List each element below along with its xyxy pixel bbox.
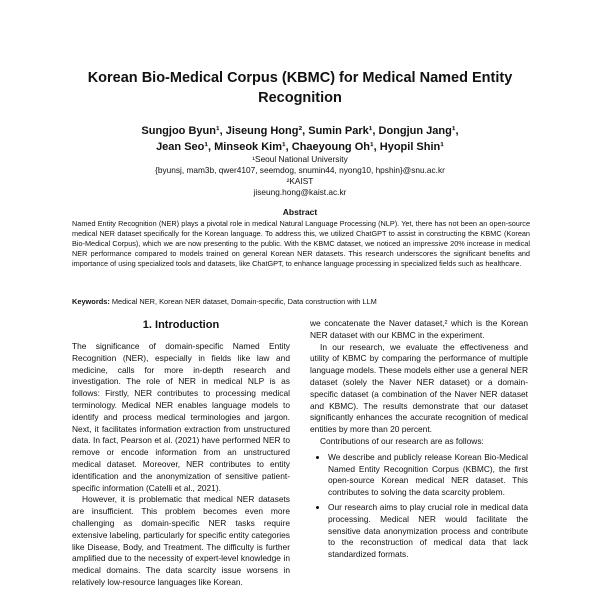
affiliation-line: ¹Seoul National University [252,154,348,164]
left-column [72,341,290,589]
right-column [310,318,528,564]
abstract-heading: Abstract [282,207,318,217]
paragraph: Contributions of our research are as follows: [320,435,484,446]
paragraph: we concatenate the Naver dataset,² which is the Korean NER dataset with our KBMC in the experiment. [310,318,528,340]
abstract-text: Named Entity Recognition (NER) plays a pivotal role in medical Natural Language Processing (NLP). Yet, there has not been an open-source medical NER dataset specifically for the Korean language. To address this, we utilized ChatGPT to assist in constructing the KBMC (Korean Bio-Medical Corpus), which we are now presenting to the public. With the KBMC dataset, we noticed an impressive 20% increase in medical NER performance compared to models trained on general Korean NER datasets. This research underscores the significant benefits and importance of using specialized tools and datasets, like ChatGPT, to enhance language processing in specialized fields such as healthcare. [72,219,530,268]
affiliation-emails: jiseung.hong@kaist.ac.kr [253,187,347,197]
affiliation-emails: {byunsj, mam3b, qwer4107, seemdog, snumin44, nyong10, hpshin}@snu.ac.kr [155,165,445,175]
keywords-text: Medical NER, Korean NER dataset, Domain-specific, Data construction with LLM [111,297,377,306]
paper-title: Korean Bio-Medical Corpus (KBMC) for Medical Named Entity Recognition [87,70,513,106]
keywords-label: Keywords: [72,297,110,306]
affiliation-line: ²KAIST [286,176,314,186]
paragraph: However, it is problematic that medical NER datasets are insufficient. This problem becomes even more challenging as domain-specific NER tasks require extensive labeling, particularly for specific entity categories like Disease, Body, and Treatment. The difficulty is further amplified due to the necessity of expert-level knowledge in medical domains. The data scarcity issue worsens in relatively low-resource languages like Korean. [72,494,290,587]
list-item: • Our research aims to play crucial role in medical data processing. Medical NER would facilitate the sensitive data anonymization process and contribute to the reconstruction of medical data that lack standardized formats. [328,502,528,561]
author-line: Jean Seo¹, Minseok Kim¹, Chaeyoung Oh¹, Hyopil Shin¹ [156,141,444,153]
section-heading: 1. Introduction [142,319,220,331]
keywords [72,297,530,307]
affiliations [60,154,540,198]
author-list [60,123,540,155]
paragraph: In our research, we evaluate the effectiveness and utility of KBMC by comparing the performance of multiple language models. These models either use a general NER dataset (solely the Naver NER dataset) or a domain-specific dataset (a combination of the Naver NER dataset and KBMC). The results demonstrate that our dataset significantly enhances the accurate recognition of medical entities by more than 20 percent. [310,341,528,435]
contribution-list [310,452,528,561]
list-item: • We describe and publicly release Korean Bio-Medical Named Entity Recognition Corpus (KBMC), the first open-source Korean medical NER dataset. This contributes to solving the data scarcity problem. [328,452,528,499]
paragraph: The significance of domain-specific Named Entity Recognition (NER), especially in fields like law and medicine, calls for more in-depth research and investigation. The role of NER in medical NLP is as follows: Firstly, NER contributes to processing medical terminology. Medical NER enables language models to identify and process medical terminologies and jargon. Next, it facilitates information extraction from unstructured data. In fact, Pearson et al. (2021) have performed NER to remove or encode information from an unstructured medical dataset. Moreover, NER contributes to entity identification and the anonymization of sensitive patient-specific information (Catelli et al., 2021). [72,341,290,493]
author-line: Sungjoo Byun¹, Jiseung Hong², Sumin Park¹, Dongjun Jang¹, [141,125,459,137]
